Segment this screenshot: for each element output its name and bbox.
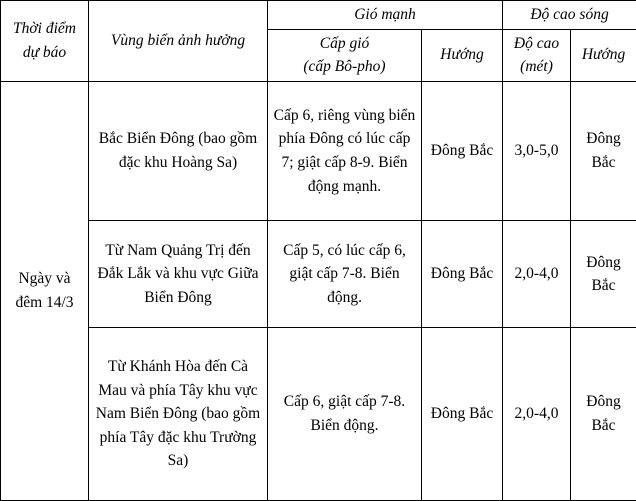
header-wave-height xyxy=(503,29,571,81)
header-wind-level-line2: (cấp Bô-pho) xyxy=(303,58,386,76)
header-forecast-time xyxy=(1,1,89,82)
cell-wave-direction: Đông Bắc xyxy=(571,328,636,501)
cell-forecast-period: Ngày và đêm 14/3 xyxy=(1,81,89,500)
cell-area: Bắc Biển Đông (bao gồm đặc khu Hoàng Sa) xyxy=(89,81,268,221)
table-body xyxy=(1,81,636,500)
cell-wave-height: 2,0-4,0 xyxy=(503,221,571,328)
table-row xyxy=(1,328,636,501)
header-wave-direction: Hướng xyxy=(571,29,636,81)
header-wind-level-line1: Cấp gió xyxy=(319,34,370,52)
header-forecast-time-line1: Thời điểm xyxy=(13,20,76,38)
header-row-top xyxy=(1,1,636,30)
cell-wave-direction: Đông Bắc xyxy=(571,221,636,328)
cell-area: Từ Khánh Hòa đến Cà Mau và phía Tây khu vực Nam Biển Đông (bao gồm phía Tây đặc khu Trường Sa) xyxy=(89,328,268,501)
cell-area: Từ Nam Quảng Trị đến Đắk Lắk và khu vực Giữa Biển Đông xyxy=(89,221,268,328)
table-header xyxy=(1,1,636,82)
cell-wind-level: Cấp 6, giật cấp 7-8. Biển động. xyxy=(268,328,422,501)
cell-wind-direction: Đông Bắc xyxy=(422,81,503,221)
header-wave-height-line2: (mét) xyxy=(520,58,553,76)
cell-wind-level: Cấp 6, riêng vùng biển phía Đông có lúc cấp 7; giật cấp 8-9. Biển động mạnh. xyxy=(268,81,422,221)
cell-wave-height: 2,0-4,0 xyxy=(503,328,571,501)
cell-wind-direction: Đông Bắc xyxy=(422,221,503,328)
header-wave-height-line1: Độ cao xyxy=(513,34,560,52)
cell-wave-direction: Đông Bắc xyxy=(571,81,636,221)
cell-wind-direction: Đông Bắc xyxy=(422,328,503,501)
header-group-wave-height: Độ cao sóng xyxy=(503,1,636,30)
table-row xyxy=(1,221,636,328)
header-wind-direction: Hướng xyxy=(422,29,503,81)
header-affected-sea-area: Vùng biển ảnh hưởng xyxy=(89,1,268,82)
cell-wave-height: 3,0-5,0 xyxy=(503,81,571,221)
cell-wind-level: Cấp 5, có lúc cấp 6, giật cấp 7-8. Biển động. xyxy=(268,221,422,328)
table-row xyxy=(1,81,636,221)
header-forecast-time-line2: dự báo xyxy=(22,43,67,61)
header-wind-level xyxy=(268,29,422,81)
header-group-strong-wind: Gió mạnh xyxy=(268,1,503,30)
